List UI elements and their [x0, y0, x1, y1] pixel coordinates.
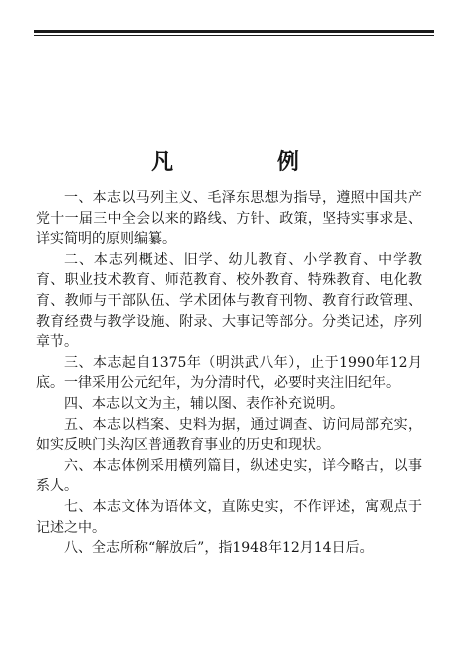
paragraph-5: 五、本志以档案、史料为据，通过调查、访问局部充实，如实反映门头沟区普通教育事业的历史和现状。 [36, 416, 422, 454]
paragraph-8: 八、全志所称“解放后”，指1948年12月14日后。 [64, 540, 374, 557]
paragraph-1: 一、本志以马列主义、毛泽东思想为指导，遵照中国共产党十一届三中全会以来的路线、方针、政策，坚持实事求是、详实简明的原则编纂。 [36, 190, 422, 248]
header-rule-thin [34, 35, 434, 36]
page-title: 凡 例 [151, 149, 347, 175]
paragraph-6: 六、本志体例采用横列篇目，纵述史实，详今略古，以事系人。 [36, 457, 422, 495]
paragraph-2: 二、本志列概述、旧学、幼儿教育、小学教育、中学教育、职业技术教育、师范教育、校外教育、特殊教育、电化教育、教师与干部队伍、学术团体与教育刊物、教育行政管理、教育经费与教学设施、附录、大事记等部分。分类记述，序列章节。 [36, 251, 422, 351]
body-text [36, 188, 422, 559]
paragraph-4: 四、本志以文为主，辅以图、表作补充说明。 [64, 395, 344, 412]
header-rule-thick [34, 30, 434, 33]
paragraph-7: 七、本志文体为语体文，直陈史实，不作评述，寓观点于记述之中。 [36, 498, 422, 536]
paragraph-3: 三、本志起自1375年（明洪武八年），止于1990年12月底。一律采用公元纪年，为分清时代，必要时夹注旧纪年。 [36, 354, 422, 392]
